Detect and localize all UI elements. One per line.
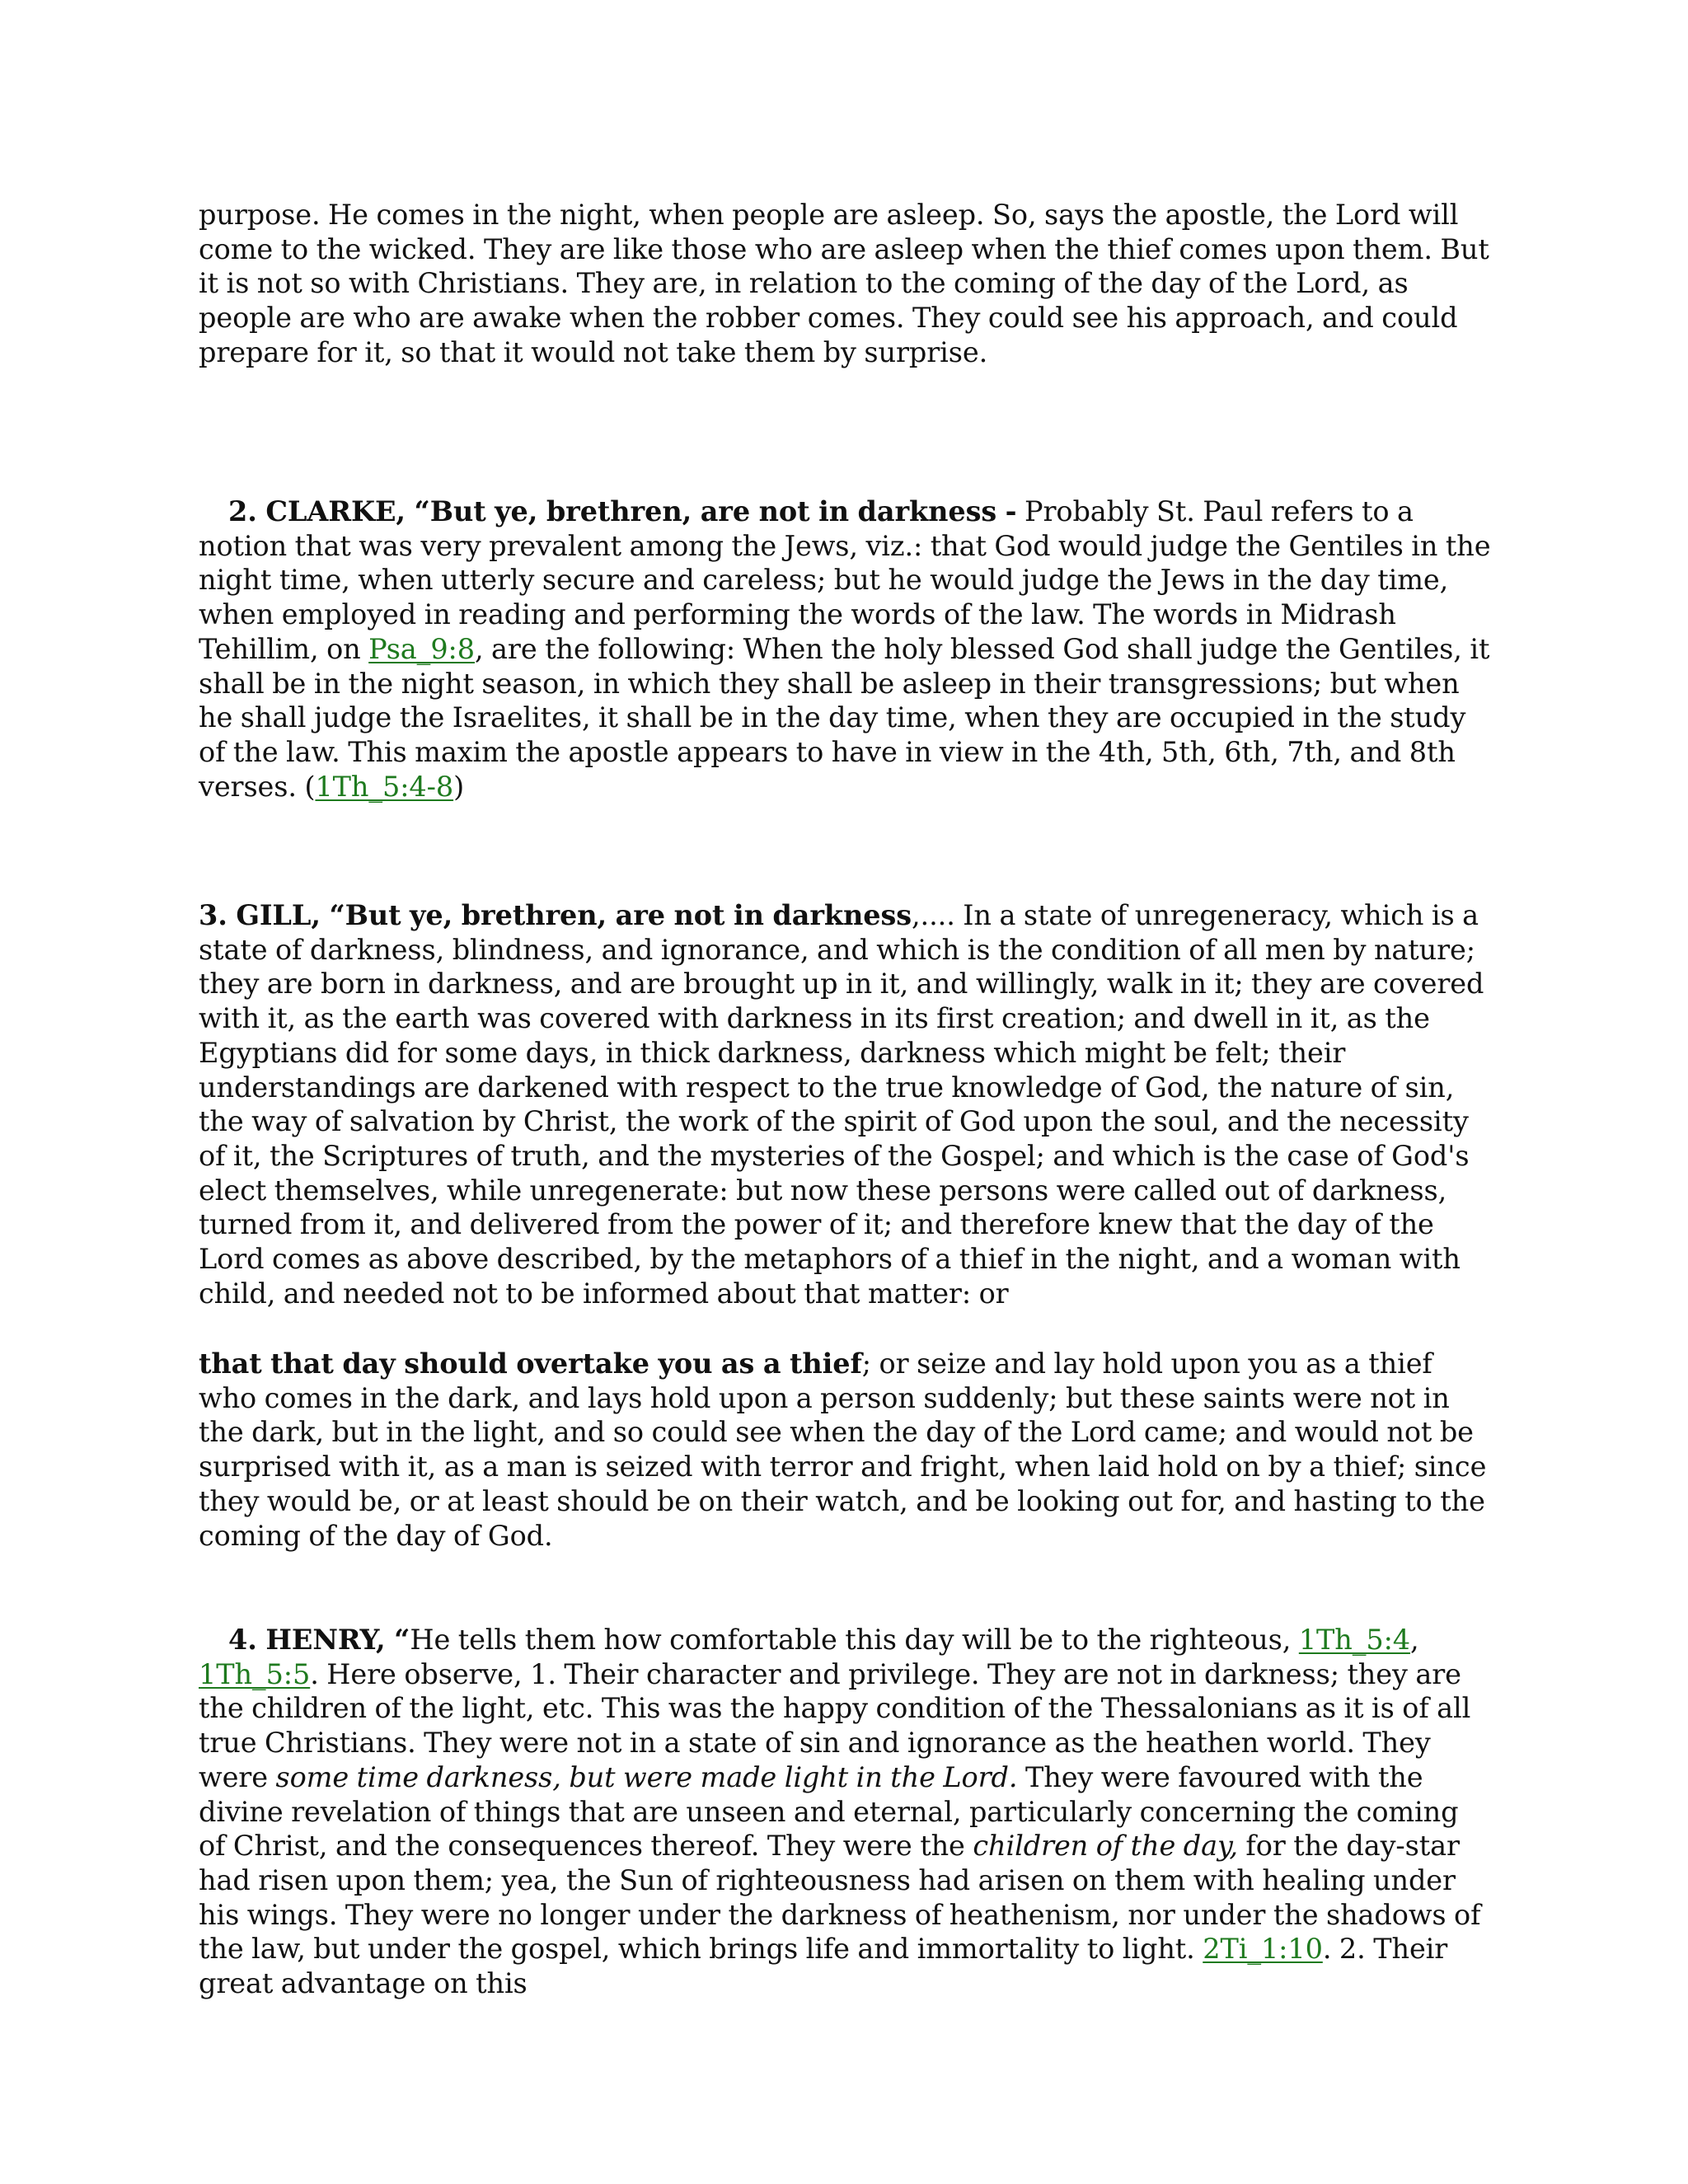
henry-italic-1: some time darkness, but were made light in the Lord.	[275, 1760, 1018, 1793]
henry-text-5: . 2. Their great advantage on this	[199, 1933, 1448, 2000]
henry-separator: ,	[1410, 1624, 1419, 1656]
henry-text-4: for the day-star had risen upon them; yea, the Sun of righteousness had arisen on them with healing under his wings. They were no longer under the darkness of heathenism, nor under the shadows of the law, but under the gospel, which brings life and immortality to light.	[199, 1830, 1481, 1966]
scripture-link-1th-5-4[interactable]: 1Th_5:4	[1298, 1624, 1411, 1656]
clarke-text-3: )	[453, 770, 465, 803]
gill-text-1: ,.... In a state of unregeneracy, which is a state of darkness, blindness, and ignorance, and which is the condition of all men by nature; they are born in darkness, and are brought up in it, and willingly, walk in it; they are covered with it, as the earth was covered with darkness in its first creation; and dwell in it, as the Egyptians did for some days, in thick darkness, darkness which might be felt; their understandings are darkened with respect to the true knowledge of God, the nature of sin, the way of salvation by Christ, the work of the spirit of God upon the soul, and the necessity of it, the Scriptures of truth, and the mysteries of the Gospel; and which is the case of God's elect themselves, while unregenerate: but now these persons were called out of darkness, turned from it, and delivered from the power of it; and therefore knew that the day of the Lord comes as above described, by the metaphors of a thief in the night, and a woman with child, and needed not to be informed about that matter: or	[199, 899, 1484, 1310]
henry-text-1: He tells them how comfortable this day will be to the righteous,	[410, 1624, 1299, 1656]
scripture-link-psa-9-8[interactable]: Psa_9:8	[368, 632, 475, 665]
clarke-text-1: Probably St. Paul refers to a notion that was very prevalent among the Jews, viz.: that God would judge the Gentiles in the night time, when utterly secure and careless; but he would judge the Jews in the day time, when employed in reading and performing the words of the law. The words in Midrash Tehillim, on	[199, 495, 1491, 665]
henry-italic-2: children of the day,	[973, 1830, 1238, 1863]
gill-commentary-paragraph-2	[199, 1347, 1493, 1553]
barnes-continuation-paragraph	[199, 198, 1493, 370]
scripture-link-2ti-1-10[interactable]: 2Ti_1:10	[1203, 1933, 1323, 1966]
clarke-commentary-paragraph	[199, 494, 1493, 804]
clarke-text-2: , are the following: When the holy blessed God shall judge the Gentiles, it shall be in the night season, in which they shall be asleep in their transgressions; but when he shall judge the Israelites, it shall be in the day time, when they are occupied in the study of the law. This maxim the apostle appears to have in view in the 4th, 5th, 6th, 7th, and 8th verses. (	[199, 632, 1490, 803]
henry-heading: 4. HENRY, “	[228, 1624, 410, 1656]
gill-text-2: ; or seize and lay hold upon you as a thief who comes in the dark, and lays hold upon a person suddenly; but these saints were not in the dark, but in the light, and so could see when the day of the Lord came; and would not be surprised with it, as a man is seized with terror and fright, when laid hold on by a thief; since they would be, or at least should be on their watch, and be looking out for, and hasting to the coming of the day of God.	[199, 1347, 1487, 1552]
paragraph-text: purpose. He comes in the night, when people are asleep. So, says the apostle, the Lord will come to the wicked. They are like those who are asleep when the thief comes upon them. But it is not so with Christians. They are, in relation to the coming of the day of the Lord, as people are who are awake when the robber comes. They could see his approach, and could prepare for it, so that it would not take them by surprise.	[199, 199, 1489, 368]
scripture-link-1th-5-5[interactable]: 1Th_5:5	[199, 1657, 311, 1690]
henry-text-3: They were favoured with the divine revelation of things that are unseen and eternal, particularly concerning the coming of Christ, and the consequences thereof. They were the	[199, 1760, 1459, 1863]
gill-heading: 3. GILL, “But ye, brethren, are not in darkness	[199, 899, 912, 931]
clarke-heading: 2. CLARKE, “But ye, brethren, are not in darkness -	[228, 495, 1017, 527]
henry-commentary-paragraph	[199, 1623, 1493, 2001]
henry-text-2: . Here observe, 1. Their character and privilege. They are not in darkness; they are the children of the light, etc. This was the happy condition of the Thessalonians as it is of all true Christians. They were not in a state of sin and ignorance as the heathen world. They were	[199, 1657, 1471, 1793]
scripture-link-1th-5-4-8[interactable]: 1Th_5:4-8	[315, 770, 454, 803]
gill-subheading: that that day should overtake you as a thief	[199, 1347, 862, 1380]
gill-commentary-paragraph	[199, 898, 1493, 1310]
